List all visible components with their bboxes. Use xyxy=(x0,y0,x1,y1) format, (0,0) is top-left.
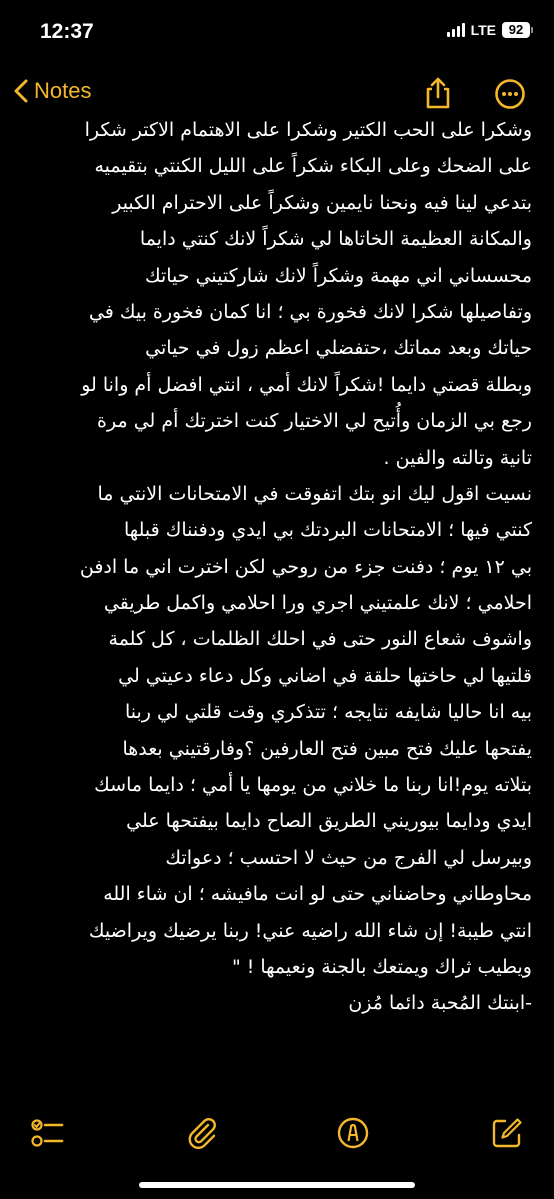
note-line: وبطلة قصتي دايما !شكراً لانك أمي ، انتي افضل أم وانا لو xyxy=(81,373,532,396)
note-body[interactable] xyxy=(24,112,532,1022)
note-line: احلامي ؛ لانك علمتيني اجري ورا احلامي واكمل طريقي xyxy=(103,592,532,615)
note-line: ايدي ودايما بيوريني الطريق الصاح دايما بيفتحها علي xyxy=(126,810,532,833)
battery-level: 92 xyxy=(508,22,524,37)
status-bar xyxy=(0,0,554,66)
note-line: وشكرا على الحب الكتير وشكرا على الاهتمام الاكتر شكرا xyxy=(84,119,532,141)
share-button[interactable] xyxy=(423,76,453,110)
nav-bar xyxy=(0,70,554,118)
note-line: حياتك وبعد مماتك ،حتفضلي اعظم زول في حياتي xyxy=(145,337,532,360)
status-time: 12:37 xyxy=(40,20,94,43)
note-line: بتلاته يوم!انا ربنا ما خلاني من يومها يا أمي ؛ دايما ماسك xyxy=(94,774,532,797)
note-line: نسيت اقول ليك انو بتك اتفوقت في الامتحانات الانتي ما xyxy=(97,482,532,505)
status-indicators xyxy=(447,22,530,38)
scrolled-text-ghost xyxy=(528,40,534,62)
note-line: والمكانة العظيمة الخاتاها لي شكراً لانك كنتي دايما xyxy=(139,228,532,251)
note-line: بتدعي لينا فيه ونحنا نايمين وشكراً على الاحترام الكبير xyxy=(112,191,532,214)
back-button-label: Notes xyxy=(34,78,92,103)
more-button[interactable] xyxy=(494,78,526,110)
note-signature: -ابنتك المُحبة دائما مُزن xyxy=(348,992,532,1015)
note-line: محاوطاني وحاضناني حتى لو انت مافيشه ؛ ان شاء الله xyxy=(103,883,532,906)
share-icon xyxy=(423,76,453,110)
network-label: LTE xyxy=(470,22,496,38)
signal-icon xyxy=(447,23,465,37)
bottom-toolbar xyxy=(0,1108,554,1168)
note-line: وبيرسل لي الفرج من حيث لا احتسب ؛ دعواتك xyxy=(165,846,532,869)
note-line: ويطيب ثراك ويمتعك بالجنة ونعيمها ! " xyxy=(231,955,532,978)
checklist-icon xyxy=(30,1116,64,1150)
note-line: انتي طيبة! إن شاء الله راضيه عني! ربنا يرضيك ويراضيك xyxy=(88,919,532,942)
compose-button[interactable] xyxy=(490,1116,524,1150)
note-line: على الضحك وعلى البكاء شكراً على الليل الكنتي بتقيميه xyxy=(94,155,532,178)
home-indicator[interactable] xyxy=(139,1182,415,1188)
note-line: قلتيها لي حاختها حلقة في اضاني وكل دعاء دعيتي لي xyxy=(118,664,532,687)
back-button[interactable] xyxy=(14,78,91,104)
note-line: تانية وتالته والفين . xyxy=(383,446,532,469)
more-icon xyxy=(494,78,526,110)
note-line: بيه انا حاليا شايفه نتايجه ؛ تتذكري وقت قلتي لي ربنا xyxy=(124,701,532,724)
markup-button[interactable] xyxy=(336,1116,370,1150)
checklist-button[interactable] xyxy=(30,1116,64,1150)
note-line: وتفاصيلها شكرا لانك فخورة بي ؛ انا كمان فخورة بيك في xyxy=(88,300,532,323)
note-line: رجع بي الزمان وأُتيح لي الاختيار كنت اخترتك أم لي مرة xyxy=(97,410,532,433)
note-line: يفتحها عليك فتح مبين فتح العارفين ؟وفارقتيني بعدها xyxy=(122,737,532,760)
markup-icon xyxy=(336,1116,370,1150)
note-line: واشوف شعاع النور حتى في احلك الظلمات ، كل كلمة xyxy=(108,628,532,651)
note-line: بي ١٢ يوم ؛ دفنت جزء من روحي لكن اخترت اني ما ادفن xyxy=(79,555,532,578)
attachment-button[interactable] xyxy=(186,1116,220,1150)
battery-icon xyxy=(502,22,530,38)
attachment-icon xyxy=(186,1116,220,1150)
note-line: محسساني اني مهمة وشكراً لانك شاركتيني حياتك xyxy=(144,264,532,287)
note-line: كنتي فيها ؛ الامتحانات البردتك بي ايدي ودفنناك قبلها xyxy=(124,519,532,542)
compose-icon xyxy=(490,1116,524,1150)
chevron-left-icon xyxy=(14,79,28,103)
